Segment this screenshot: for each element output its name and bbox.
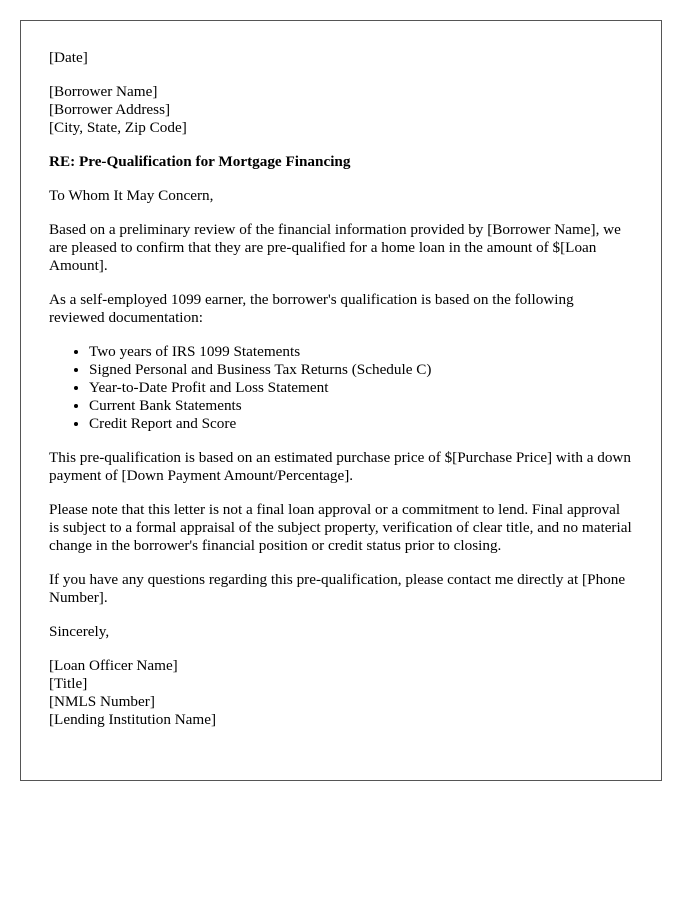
paragraph-documentation-intro: As a self-employed 1099 earner, the borrower's qualification is based on the following reviewed documentation: — [49, 291, 574, 326]
borrower-address: [Borrower Address] — [49, 101, 171, 118]
paragraph-contact: If you have any questions regarding this pre-qualification, please contact me directly at [Phone Number]. — [49, 571, 626, 606]
paragraph-purchase-price: This pre-qualification is based on an estimated purchase price of $[Purchase Price] with a down payment of [Down Payment Amount/Percentage]. — [49, 449, 631, 484]
borrower-city-state-zip: [City, State, Zip Code] — [49, 119, 187, 136]
paragraph-prequalification: Based on a preliminary review of the financial information provided by [Borrower Name], we are pleased to confirm that they are pre-qualified for a home loan in the amount of $[Loan Amount]. — [49, 221, 621, 274]
date-line — [49, 49, 633, 67]
signoff: Sincerely, — [49, 623, 110, 640]
salutation: To Whom It May Concern, — [49, 187, 214, 204]
subject-line: RE: Pre-Qualification for Mortgage Financing — [49, 153, 351, 170]
paragraph-disclaimer: Please note that this letter is not a final loan approval or a commitment to lend. Final approval is subject to a formal appraisal of the subject property, verification of clear title, and no material change in the borrower's financial position or credit status prior to closing. — [49, 501, 632, 554]
loan-officer-name: [Loan Officer Name] — [49, 657, 178, 674]
lending-institution: [Lending Institution Name] — [49, 711, 217, 728]
documentation-list — [49, 343, 633, 433]
list-item: • Current Bank Statements — [89, 397, 633, 415]
list-item: • Signed Personal and Business Tax Returns (Schedule C) — [89, 361, 633, 379]
list-item: • Year-to-Date Profit and Loss Statement — [89, 379, 633, 397]
nmls-number: [NMLS Number] — [49, 693, 155, 710]
list-item: • Credit Report and Score — [89, 415, 633, 433]
borrower-address-block — [49, 83, 633, 137]
loan-officer-title: [Title] — [49, 675, 88, 692]
letter-date: [Date] — [49, 49, 88, 66]
signature-block — [49, 657, 633, 729]
letter-page — [20, 20, 662, 781]
list-item: • Two years of IRS 1099 Statements — [89, 343, 633, 361]
borrower-name: [Borrower Name] — [49, 83, 158, 100]
